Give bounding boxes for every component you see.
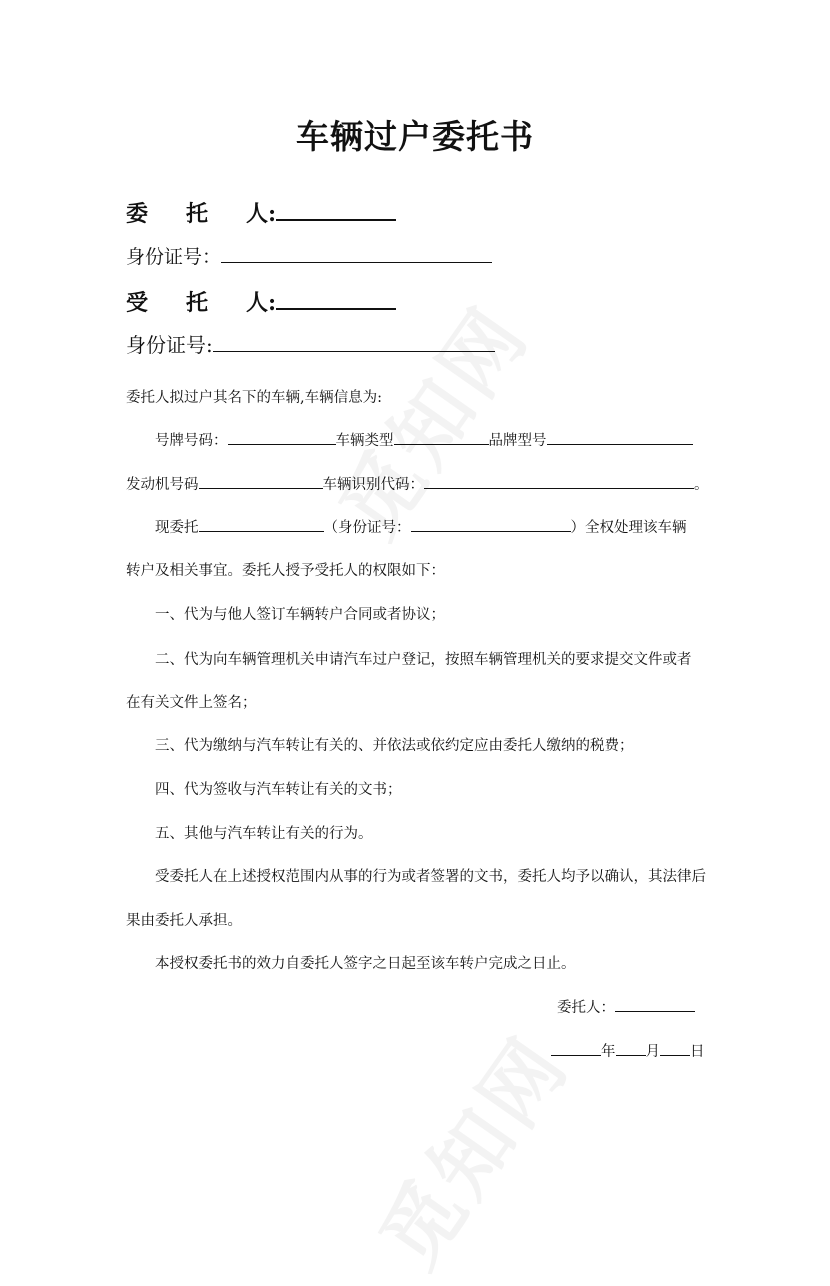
vehicle-type-field[interactable] <box>394 429 489 445</box>
engine-label: 发动机号码 <box>126 477 199 494</box>
principal-id-row <box>126 242 492 269</box>
brand-field[interactable] <box>547 429 693 445</box>
signature-field[interactable] <box>615 996 695 1012</box>
principal-label-char: 委 <box>126 201 149 228</box>
principal-id-field[interactable] <box>221 242 492 263</box>
list-item: 二、代为向车辆管理机关申请汽车过户登记，按照车辆管理机关的要求提交文件或者 <box>155 652 692 668</box>
vehicle-type-label: 车辆类型 <box>335 433 394 450</box>
engine-field[interactable] <box>199 473 323 489</box>
list-item: 五、其他与汽车转让有关的行为。 <box>155 826 373 842</box>
day-label: 日 <box>690 1044 705 1061</box>
principal-label-char: 托 <box>186 201 209 228</box>
agent-id-field[interactable] <box>213 330 495 352</box>
principal-row <box>126 196 396 228</box>
agent-id-inline-field[interactable] <box>411 516 571 532</box>
month-field[interactable] <box>616 1040 646 1056</box>
list-item: 一、代为与他人签订车辆转户合同或者协议； <box>155 607 445 623</box>
authorize-suffix: ）全权处理该车辆 <box>570 520 687 537</box>
plate-field[interactable] <box>228 429 336 445</box>
list-item: 三、代为缴纳与汽车转让有关的、并依法或依约定应由委托人缴纳的税费； <box>155 738 634 754</box>
principal-id-label: 身份证号： <box>126 246 222 268</box>
agent-label-char: 托 <box>186 290 209 317</box>
agent-name-inline-field[interactable] <box>199 516 324 532</box>
signature-label: 委托人： <box>557 1000 615 1017</box>
end-mark: 。 <box>694 477 709 494</box>
signature-row <box>557 996 695 1017</box>
month-label: 月 <box>645 1044 660 1061</box>
vin-label: 车辆识别代码： <box>322 477 424 494</box>
authorize-prefix: 现委托 <box>155 520 199 537</box>
list-item: 四、代为签收与汽车转让有关的文书； <box>155 782 402 798</box>
year-label: 年 <box>601 1044 616 1061</box>
intro-text: 委托人拟过户其名下的车辆,车辆信息为: <box>126 390 382 406</box>
brand-label: 品牌型号 <box>488 433 547 450</box>
vehicle-row-2 <box>126 473 709 494</box>
date-row <box>551 1040 705 1061</box>
authorize-row <box>155 516 687 537</box>
confirm-text: 受委托人在上述授权范围内从事的行为或者签署的文书，委托人均予以确认，其法律后 <box>155 869 706 885</box>
validity-text: 本授权委托书的效力自委托人签字之日起至该车转户完成之日止。 <box>155 956 576 972</box>
year-field[interactable] <box>551 1040 601 1056</box>
vehicle-row-1 <box>155 429 693 450</box>
authorize-line-2: 转户及相关事宜。委托人授予受托人的权限如下： <box>126 563 445 579</box>
agent-label-char: 人: <box>246 290 277 317</box>
authorize-id-label: （身份证号： <box>323 520 411 537</box>
agent-label-char: 受 <box>126 290 149 317</box>
vin-field[interactable] <box>424 473 694 489</box>
agent-row <box>126 285 396 317</box>
confirm-text: 果由委托人承担。 <box>126 913 242 929</box>
day-field[interactable] <box>660 1040 690 1056</box>
agent-name-field[interactable] <box>276 285 396 310</box>
page-title: 车辆过户委托书 <box>296 117 534 156</box>
plate-label: 号牌号码： <box>155 433 228 450</box>
principal-label-char: 人: <box>246 201 277 228</box>
agent-id-row <box>126 329 495 358</box>
watermark <box>308 279 550 556</box>
agent-id-label: 身份证号: <box>126 333 213 357</box>
list-item: 在有关文件上签名； <box>126 695 257 711</box>
principal-name-field[interactable] <box>276 196 396 221</box>
